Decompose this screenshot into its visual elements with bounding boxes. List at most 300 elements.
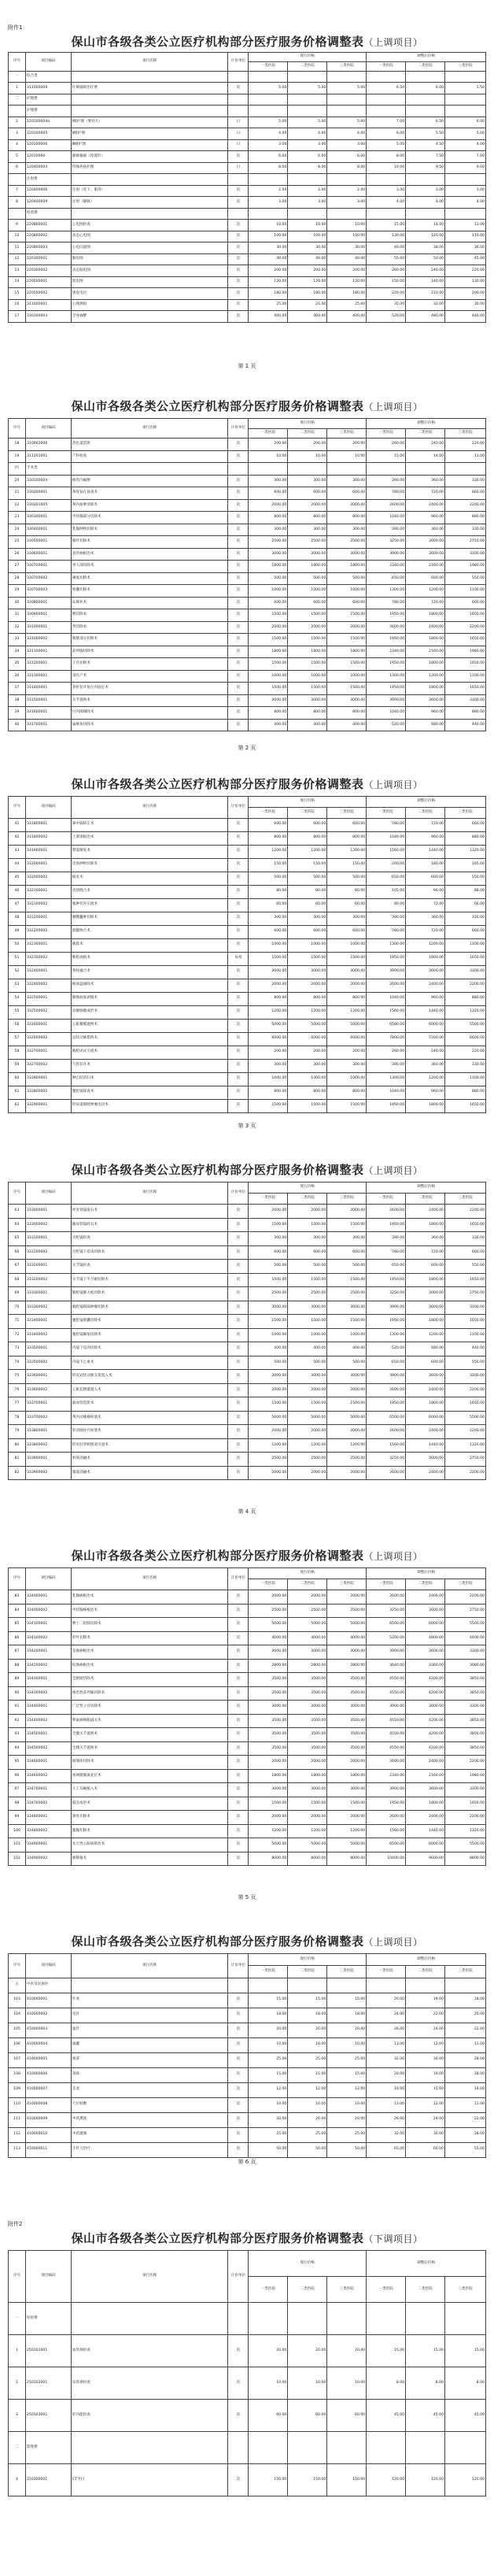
table-cell: 45.00 xyxy=(367,2400,406,2432)
table-cell: 护理费 xyxy=(25,94,71,105)
table-cell: 311000001 xyxy=(25,299,71,311)
table-cell: 3600.00 xyxy=(406,965,445,979)
table-cell: 331300001 xyxy=(25,670,71,683)
table-cell: 3900.00 xyxy=(367,694,406,707)
table-cell xyxy=(327,94,367,105)
table-cell: 次 xyxy=(228,646,249,658)
table-cell: 15.00 xyxy=(445,2335,486,2367)
table-cell: 332700001 xyxy=(25,1046,71,1059)
table-cell: 81 xyxy=(9,1453,26,1467)
column-header: 调整后价格 xyxy=(367,2251,486,2277)
table-cell: 1100.00 xyxy=(445,1072,486,1086)
table-cell: 1950.00 xyxy=(367,658,406,671)
table-cell: 次 xyxy=(228,548,249,561)
table-cell: 4200.00 xyxy=(406,1714,445,1728)
table-cell: 次 xyxy=(228,572,249,585)
table-row xyxy=(9,450,486,463)
table-cell: 180.00 xyxy=(288,288,327,300)
table-cell xyxy=(228,463,249,476)
table-cell: 120.00 xyxy=(406,231,445,242)
table-cell: 800.00 xyxy=(327,831,367,845)
table-cell xyxy=(327,2432,367,2464)
column-subheader: 三类医院 xyxy=(327,1579,367,1590)
table-cell: 550.00 xyxy=(445,572,486,585)
table-cell: 1500.00 xyxy=(288,634,327,646)
table-cell: 410000009 xyxy=(25,2112,71,2127)
table-cell: 65.00 xyxy=(367,2142,406,2157)
table-cell: 16 xyxy=(9,299,26,311)
column-subheader: 三类医院 xyxy=(327,2277,367,2303)
table-row xyxy=(9,524,486,536)
table-cell: 心脏起搏器置入术 xyxy=(71,1383,228,1397)
table-cell: 150.00 xyxy=(327,858,367,872)
table-cell: 腹腔镜探查术 xyxy=(71,1086,228,1099)
table-cell xyxy=(288,1978,327,1993)
column-header: 项目编码 xyxy=(25,1568,71,1590)
table-cell: 82 xyxy=(9,1466,26,1480)
table-row xyxy=(9,463,486,476)
table-cell: 次 xyxy=(228,311,249,323)
table-cell: 3600.00 xyxy=(406,1301,445,1315)
table-cell: 55 xyxy=(9,1005,26,1019)
column-header: 项目名称 xyxy=(71,1568,228,1590)
table-cell: 3300.00 xyxy=(445,1645,486,1660)
table-cell: 17 xyxy=(9,311,26,323)
table-row xyxy=(9,670,486,683)
table-cell: 60.00 xyxy=(288,898,327,912)
table-cell: 3000.00 xyxy=(327,1301,367,1315)
column-header: 现行价格 xyxy=(249,1568,367,1579)
table-cell: 次 xyxy=(228,499,249,512)
table-row xyxy=(9,2023,486,2037)
column-subheader: 二类医院 xyxy=(406,428,445,439)
table-cell: 2000.00 xyxy=(327,1425,367,1439)
table-cell: 240.00 xyxy=(406,1046,445,1059)
table-row xyxy=(9,1315,486,1329)
table-page xyxy=(8,1161,486,1531)
title-subtitle: （上调项目） xyxy=(363,779,423,790)
table-cell: 2000.00 xyxy=(249,1205,288,1219)
table-cell: 47 xyxy=(9,898,26,912)
table-cell: 次 xyxy=(228,1438,249,1453)
table-cell: 60.00 xyxy=(249,898,288,912)
column-header: 序号 xyxy=(9,1183,26,1205)
title-subtitle: （上调项目） xyxy=(363,1937,423,1948)
table-cell: 6.00 xyxy=(327,151,367,163)
table-cell: 次 xyxy=(228,831,249,845)
table-cell: 次 xyxy=(228,1287,249,1301)
table-cell: 乳腺肿物切除术 xyxy=(71,524,228,536)
table-cell: 300.00 xyxy=(288,524,327,536)
table-cell: 1000.00 xyxy=(327,670,367,683)
table-cell: 中药灌肠 xyxy=(71,2127,228,2142)
table-cell: 331000001 xyxy=(25,621,71,634)
table-cell: 7.00 xyxy=(445,151,486,163)
table-cell: 1200.00 xyxy=(327,1824,367,1838)
table-cell: 次 xyxy=(228,1260,249,1274)
table-cell: 肾切除术 xyxy=(71,621,228,634)
table-cell: 105 xyxy=(9,2023,26,2037)
table-cell: 80.00 xyxy=(249,885,288,898)
table-cell: 480.00 xyxy=(406,311,445,323)
table-cell: 疝修补术 xyxy=(71,597,228,609)
table-cell: 广泛性子宫切除术 xyxy=(71,1701,228,1715)
table-cell: 334100001 xyxy=(25,1618,71,1632)
table-cell: 66.00 xyxy=(445,898,486,912)
table-cell: 3850.00 xyxy=(445,1741,486,1756)
table-cell: 3080.00 xyxy=(445,1659,486,1673)
title-subtitle: （上调项目） xyxy=(363,1551,423,1562)
table-cell: 次 xyxy=(228,2023,249,2037)
table-cell: 4000.00 xyxy=(249,1631,288,1645)
table-cell: 1500.00 xyxy=(249,1797,288,1811)
table-cell: 220300001 xyxy=(25,254,71,265)
table-cell: 电针 xyxy=(71,2008,228,2023)
table-cell: 27 xyxy=(9,561,26,573)
table-cell: 311201001 xyxy=(25,450,71,463)
table-cell: 3500.00 xyxy=(327,1714,367,1728)
table-cell: 300.00 xyxy=(327,475,367,487)
column-subheader: 二类医院 xyxy=(406,1966,445,1978)
table-cell: 颌骨切除术 xyxy=(71,1811,228,1825)
table-cell: 二 xyxy=(9,2432,26,2464)
table-cell: 400.00 xyxy=(288,1342,327,1356)
table-row xyxy=(9,1824,486,1838)
table-cell xyxy=(327,174,367,186)
table-cell: 332500002 xyxy=(25,1005,71,1019)
table-cell: 2160.00 xyxy=(406,561,445,573)
table-cell: 200.00 xyxy=(288,439,327,451)
table-cell: 12.00 xyxy=(288,2082,327,2097)
table-row xyxy=(9,2432,486,2464)
table-cell: 次 xyxy=(228,1205,249,1219)
table-cell: 5500.00 xyxy=(445,1019,486,1032)
table-cell: 1500.00 xyxy=(249,1273,288,1287)
table-cell: 94 xyxy=(9,1741,26,1756)
table-cell xyxy=(71,1978,228,1993)
table-row xyxy=(9,1714,486,1728)
table-cell: 2400.00 xyxy=(406,1466,445,1480)
table-cell: 6000.00 xyxy=(406,1411,445,1425)
table-cell: 日 xyxy=(228,128,249,140)
table-cell: 120100005 xyxy=(25,128,71,140)
page-number: 第 5 页 xyxy=(238,1894,256,1901)
table-cell xyxy=(228,1978,249,1993)
table-cell: 2000.00 xyxy=(288,621,327,634)
table-cell: 14.00 xyxy=(406,450,445,463)
table-cell: 射频消融术 xyxy=(71,1453,228,1467)
table-cell: 3000.00 xyxy=(249,1645,288,1660)
table-cell: 2000.00 xyxy=(327,1466,367,1480)
table-cell: 次 xyxy=(228,536,249,549)
table-cell: 4200.00 xyxy=(406,1673,445,1687)
table-cell: 5.00 xyxy=(327,117,367,128)
table-cell: 32.00 xyxy=(367,2052,406,2067)
table-cell: 102 xyxy=(9,1852,26,1866)
table-cell: 次 xyxy=(228,2112,249,2127)
table-cell: 120400003 xyxy=(25,162,71,174)
table-cell: 25 xyxy=(9,536,26,549)
table-cell: 1300.00 xyxy=(367,670,406,683)
table-cell: 胰十二指肠切除术 xyxy=(71,1618,228,1632)
table-cell: 96.00 xyxy=(406,885,445,898)
table-cell: 2000.00 xyxy=(288,1756,327,1770)
table-cell: 次 xyxy=(228,439,249,451)
table-row xyxy=(9,1383,486,1397)
table-cell: 肌腱吻合术 xyxy=(71,925,228,938)
table-cell: 180.00 xyxy=(327,288,367,300)
table-cell: 颅内动脉瘤栓塞术 xyxy=(71,1411,228,1425)
table-cell: 880.00 xyxy=(445,707,486,720)
table-cell: 1500.00 xyxy=(288,1273,327,1287)
table-row xyxy=(9,2082,486,2097)
table-cell: 2400.00 xyxy=(406,499,445,512)
table-cell: 1500.00 xyxy=(288,1099,327,1112)
table-cell: 卵巢癌细胞减灭术 xyxy=(71,1714,228,1728)
table-row xyxy=(9,548,486,561)
table-cell: 600.00 xyxy=(406,872,445,885)
table-cell: 720.00 xyxy=(406,1245,445,1260)
table-cell: 15.00 xyxy=(406,2335,445,2367)
table-cell: 360.00 xyxy=(406,524,445,536)
table-cell xyxy=(445,71,486,83)
price-table xyxy=(8,1953,486,2158)
table-cell: 1320.00 xyxy=(445,845,486,858)
table-page xyxy=(8,1933,486,2185)
table-cell xyxy=(288,2432,327,2464)
table-cell: 3.00 xyxy=(406,185,445,197)
table-cell: 334400001 xyxy=(25,1701,71,1715)
table-cell: 心电图检查 xyxy=(71,220,228,231)
table-row xyxy=(9,288,486,300)
table-cell: 220.00 xyxy=(445,265,486,277)
table-cell: 73 xyxy=(9,1342,26,1356)
table-cell: 1500.00 xyxy=(249,1315,288,1329)
table-cell: 5.00 xyxy=(249,83,288,94)
table-cell: 6500.00 xyxy=(367,1618,406,1632)
table-cell: 6.00 xyxy=(288,151,327,163)
table-cell: 每指 xyxy=(228,952,249,965)
table-cell: 7.00 xyxy=(367,117,406,128)
column-subheader: 一类医院 xyxy=(249,1194,288,1205)
table-cell: 300.00 xyxy=(327,1059,367,1072)
table-cell: 86 xyxy=(9,1631,26,1645)
table-cell: 脑血管造影术 xyxy=(71,1397,228,1412)
page-number: 第 2 页 xyxy=(238,745,256,751)
table-cell: 5.50 xyxy=(445,83,486,94)
table-cell: 2200.00 xyxy=(445,979,486,992)
table-cell: 32.00 xyxy=(367,2127,406,2142)
table-cell: 200.00 xyxy=(288,265,327,277)
column-subheader: 二类医院 xyxy=(288,1579,327,1590)
table-cell: 3.00 xyxy=(249,197,288,209)
table-cell: 4000.00 xyxy=(288,1631,327,1645)
table-cell: 1800.00 xyxy=(406,1218,445,1232)
table-cell: 333400002 xyxy=(25,1328,71,1342)
table-cell: 视网膜脱离复位术 xyxy=(71,1769,228,1783)
table-row xyxy=(9,1356,486,1370)
table-cell: 3300.00 xyxy=(445,1701,486,1715)
table-cell: 次 xyxy=(228,938,249,952)
table-cell: 1440.00 xyxy=(406,1824,445,1838)
column-subheader: 三类医院 xyxy=(327,807,367,818)
table-cell: 106 xyxy=(9,2037,26,2052)
table-cell: 2000.00 xyxy=(249,1756,288,1770)
table-cell: 331200001 xyxy=(25,658,71,671)
table-cell: 3000.00 xyxy=(327,1701,367,1715)
table-cell: 105.00 xyxy=(367,885,406,898)
table-cell: 120.00 xyxy=(445,2464,486,2496)
table-cell: 次 xyxy=(228,1328,249,1342)
table-cell: 3900.00 xyxy=(367,1645,406,1660)
table-cell: 22.00 xyxy=(445,2112,486,2127)
table-row xyxy=(9,634,486,646)
table-cell: 10.00 xyxy=(327,2367,367,2400)
table-cell: 1 xyxy=(9,83,26,94)
table-cell: 334900001 xyxy=(25,1838,71,1852)
table-cell: 600.00 xyxy=(288,1245,327,1260)
table-cell: 410000004 xyxy=(25,2037,71,2052)
table-cell: 112 xyxy=(9,2127,26,2142)
table-cell: 1950.00 xyxy=(367,952,406,965)
table-cell: 334800002 xyxy=(25,1824,71,1838)
table-cell: 300.00 xyxy=(249,524,288,536)
table-cell: 200.00 xyxy=(367,858,406,872)
table-cell: 5000.00 xyxy=(249,1618,288,1632)
table-cell: 4200.00 xyxy=(406,1686,445,1701)
table-cell: 25.00 xyxy=(288,299,327,311)
table-cell: 1000.00 xyxy=(327,938,367,952)
table-cell: 48 xyxy=(9,912,26,925)
table-cell: 1950.00 xyxy=(367,1099,406,1112)
table-cell: 次 xyxy=(228,1728,249,1742)
table-cell: 334100002 xyxy=(25,1631,71,1645)
table-cell: 1000.00 xyxy=(249,585,288,598)
table-cell: 14.00 xyxy=(445,2082,486,2097)
table-cell xyxy=(288,208,327,220)
table-cell: 影像费 xyxy=(25,2432,71,2464)
price-table xyxy=(8,52,486,323)
table-cell xyxy=(327,1978,367,1993)
table-cell: 次 xyxy=(228,1824,249,1838)
table-row xyxy=(9,1438,486,1453)
table-row xyxy=(9,1673,486,1687)
table-row xyxy=(9,1019,486,1032)
table-cell: 10.00 xyxy=(288,2037,327,2052)
table-cell: 3900.00 xyxy=(367,1783,406,1797)
table-cell: 83 xyxy=(9,1590,26,1604)
table-cell: 24.00 xyxy=(367,2008,406,2023)
table-row xyxy=(9,818,486,831)
table-cell: 20 xyxy=(9,475,26,487)
table-cell: 次 xyxy=(228,634,249,646)
table-cell: 360.00 xyxy=(406,1232,445,1246)
table-row xyxy=(9,658,486,671)
table-cell: 8.00 xyxy=(367,151,406,163)
column-subheader: 三类医院 xyxy=(327,1194,367,1205)
table-cell: 960.00 xyxy=(406,992,445,1005)
table-cell: 300.00 xyxy=(288,912,327,925)
table-cell: 120100006 xyxy=(25,139,71,151)
table-row xyxy=(9,1783,486,1797)
table-cell: 1100.00 xyxy=(445,1328,486,1342)
table-cell: 1650.00 xyxy=(445,634,486,646)
table-cell: 600.00 xyxy=(249,925,288,938)
table-cell: 26.00 xyxy=(367,2023,406,2037)
table-cell: 1000.00 xyxy=(288,585,327,598)
table-cell: 10 xyxy=(9,231,26,242)
table-cell: 45.00 xyxy=(445,2400,486,2432)
table-row xyxy=(9,2335,486,2367)
table-cell xyxy=(71,71,228,83)
table-cell: 104 xyxy=(9,2008,26,2023)
table-cell: 1000.00 xyxy=(288,1072,327,1086)
table-cell: 6.00 xyxy=(406,83,445,94)
table-cell: 26.00 xyxy=(367,2112,406,2127)
table-cell: 2200.00 xyxy=(445,1811,486,1825)
table-cell: 18.00 xyxy=(445,1993,486,2008)
table-cell xyxy=(9,174,26,186)
table-cell: 1500.00 xyxy=(327,609,367,622)
table-cell xyxy=(71,208,228,220)
column-header: 项目编码 xyxy=(25,53,71,72)
table-cell xyxy=(228,71,249,83)
table-row xyxy=(9,831,486,845)
table-cell: 330.00 xyxy=(445,475,486,487)
table-cell: 6500.00 xyxy=(367,1019,406,1032)
table-cell: 15.00 xyxy=(288,2067,327,2082)
table-cell: 肝功能检查 xyxy=(71,2400,228,2432)
table-cell: 5500.00 xyxy=(445,1838,486,1852)
table-cell xyxy=(367,2432,406,2464)
table-cell: 332800001 xyxy=(25,1072,71,1086)
table-cell: 1560.00 xyxy=(367,1438,406,1453)
table-cell: 脑电图 xyxy=(71,254,228,265)
table-cell: 25.00 xyxy=(327,2127,367,2142)
table-cell: 7.50 xyxy=(406,151,445,163)
table-cell: 3000.00 xyxy=(406,1604,445,1618)
table-row xyxy=(9,2367,486,2400)
table-cell: 宫腔镜下息肉切除术 xyxy=(71,1245,228,1260)
table-row xyxy=(9,572,486,585)
table-cell: 720.00 xyxy=(406,818,445,831)
table-cell: 880.00 xyxy=(445,1086,486,1099)
table-cell: 334400002 xyxy=(25,1714,71,1728)
table-cell: 64 xyxy=(9,1218,26,1232)
table-cell: 次 xyxy=(228,845,249,858)
table-cell: 332900001 xyxy=(25,1099,71,1112)
table-header-row xyxy=(9,419,486,429)
table-cell: 500.00 xyxy=(327,1356,367,1370)
table-cell: 5000.00 xyxy=(327,1618,367,1632)
table-cell: 500.00 xyxy=(327,872,367,885)
table-cell: 2400.00 xyxy=(406,1383,445,1397)
table-cell: 1040.00 xyxy=(367,707,406,720)
table-cell: Ⅲ级护理 xyxy=(71,139,228,151)
table-cell: 2800.00 xyxy=(327,1659,367,1673)
column-header: 项目名称 xyxy=(71,797,228,819)
table-row xyxy=(9,1232,486,1246)
table-cell: 30.00 xyxy=(406,2127,445,2142)
table-cell xyxy=(327,463,367,476)
table-cell: 次 xyxy=(228,1590,249,1604)
table-row xyxy=(9,992,486,1005)
table-cell: 护理费 xyxy=(25,105,71,117)
table-cell: 次 xyxy=(228,1411,249,1425)
table-cell: 334300002 xyxy=(25,1686,71,1701)
column-header: 计价单位 xyxy=(228,2251,249,2303)
table-row xyxy=(9,499,486,512)
